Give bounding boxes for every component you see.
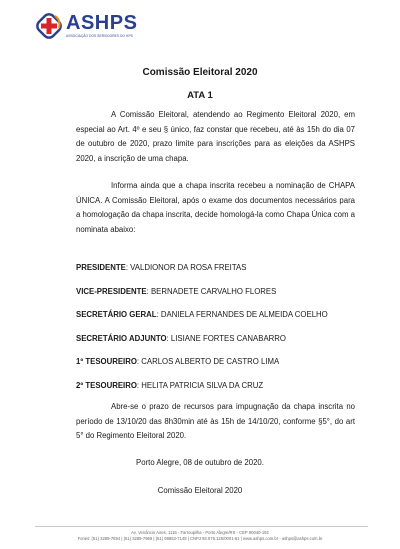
member-role: PRESIDENTE: [76, 263, 126, 272]
member-vice-president: [76, 287, 276, 297]
member-first-treasurer: [76, 357, 279, 367]
member-name: : BERNADETE CARVALHO FLORES: [146, 287, 277, 296]
member-assistant-secretary: [76, 334, 286, 344]
place-date: Porto Alegre, 08 de outubro de 2020.: [136, 458, 264, 467]
member-name: : DANIELA FERNANDES DE ALMEIDA COELHO: [156, 310, 328, 319]
ashps-logo: [35, 12, 137, 40]
paragraph-appeals: Abre-se o prazo de recursos para impugnação da chapa inscrita no período de 13/10/20 das 8h30min até às 15h de 14/10/20, conforme §5°, do art 5° do Regimento Eleitoral 2020.: [76, 402, 355, 440]
member-name: : VALDIONOR DA ROSA FREITAS: [125, 263, 247, 272]
member-role: SECRETÁRIO ADJUNTO: [76, 334, 167, 343]
member-role: 1º TESOUREIRO: [76, 357, 137, 366]
paragraph-homologation: Informa ainda que a chapa inscrita recebeu a nominação de CHAPA ÚNICA. A Comissão Eleitoral, após o exame dos documentos necessários para a homologação da chapa inscrita, decide homologá-la como Chapa Única com a nominata abaixo:: [76, 181, 355, 234]
member-name: : HELITA PATRICIA SILVA DA CRUZ: [136, 381, 264, 390]
member-second-treasurer: [76, 381, 263, 391]
paragraph-registration: A Comissão Eleitoral, atendendo ao Regimento Eleitoral 2020, em especial ao Art. 4º e seu § único, faz constar que recebeu, até às 15h do dia 07 de outubro de 2020, prazo limite para inscrições para as eleições da ASHPS 2020, a inscrição de uma chapa.: [76, 110, 355, 163]
signer: Comissão Eleitoral 2020: [157, 486, 243, 495]
logo-name: ASHPS: [66, 12, 138, 34]
member-role: SECRETÁRIO GERAL: [76, 310, 157, 319]
logo-subtitle: ASSOCIAÇÃO DOS SERVIDORES DO HPS: [66, 34, 133, 38]
ashps-logo-icon: [35, 12, 63, 40]
member-president: [76, 263, 246, 273]
footer-contacts: Fones: (51) 3289-7694 | (51) 3289-7969 | (51) 99853-7148 | CNPJ 93.075.125/0001-61 | www.ashps.com.br - ashps@ashps.com.br: [77, 536, 323, 541]
member-general-secretary: [76, 310, 328, 320]
member-role: 2º TESOUREIRO: [76, 381, 137, 390]
document-subtitle: ATA 1: [187, 90, 213, 101]
member-role: VICE-PRESIDENTE: [76, 287, 147, 296]
member-name: : LISIANE FORTES CANABARRO: [166, 334, 286, 343]
footer-address: Av. Venâncio Aires, 1116 - Farroupilha - Porto Alegre/RS - CEP 90040-192: [131, 530, 269, 535]
document-title: Comissão Eleitoral 2020: [142, 67, 258, 78]
footer-divider: [35, 526, 368, 527]
member-name: : CARLOS ALBERTO DE CASTRO LIMA: [136, 357, 280, 366]
